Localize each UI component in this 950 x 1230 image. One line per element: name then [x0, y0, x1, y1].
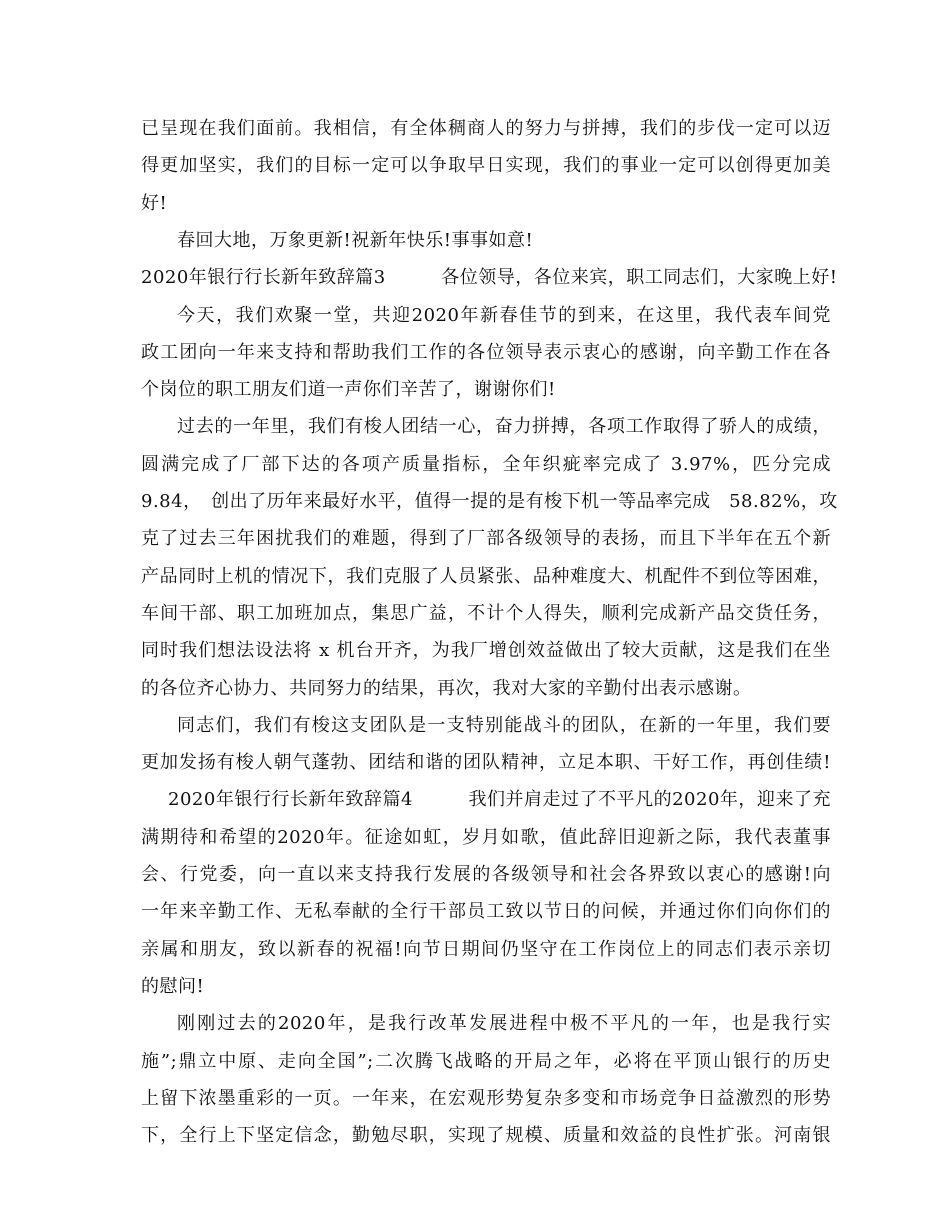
- text-line: 产品同时上机的情况下，我们克服了人员紧张、品种难度大、机配件不到位等困难，: [141, 565, 831, 587]
- text-line: 政工团向一年来支持和帮助我们工作的各位领导表示衷心的感谢，向辛勤工作在各: [141, 341, 831, 363]
- text-line: 同时我们想法设法将 x 机台开齐，为我厂增创效益做出了较大贡献，这是我们在坐: [141, 640, 831, 662]
- text-line: 一年来辛勤工作、无私奉献的全行干部员工致以节日的问候，并通过你们向你们的: [141, 901, 831, 923]
- text-line: 克了过去三年困扰我们的难题，得到了厂部各级领导的表扬，而且下半年在五个新: [141, 528, 831, 550]
- text-line: 施”;鼎立中原、走向全国”;二次腾飞战略的开局之年，必将在平顶山银行的历史: [141, 1050, 831, 1072]
- text-line: 更加发扬有梭人朝气蓬勃、团结和谐的团队精神，立足本职、干好工作，再创佳绩!: [141, 752, 831, 774]
- text-line: 亲属和朋友，致以新春的祝福!向节日期间仍坚守在工作岗位上的同志们表示亲切: [141, 938, 831, 960]
- text-line: 圆满完成了厂部下达的各项产质量指标，全年织疵率完成了 3.97%，匹分完成: [141, 453, 831, 475]
- text-line: 的各位齐心协力、共同努力的结果，再次，我对大家的辛勤付出表示感谢。: [141, 677, 752, 699]
- text-line: 过去的一年里，我们有梭人团结一心，奋力拼搏，各项工作取得了骄人的成绩，: [177, 416, 831, 438]
- text-line: 同志们，我们有梭这支团队是一支特别能战斗的团队，在新的一年里，我们要: [177, 714, 831, 736]
- text-line: 春回大地，万象更新!祝新年快乐!事事如意!: [177, 229, 534, 251]
- text-line: 下，全行上下坚定信念，勤勉尽职，实现了规模、质量和效益的良性扩张。河南银: [141, 1125, 831, 1147]
- text-line: 刚刚过去的2020年，是我行改革发展进程中极不平凡的一年，也是我行实: [177, 1013, 831, 1035]
- text-line: 好!: [141, 192, 168, 214]
- text-line: 9.84， 创出了历年来最好水平，值得一提的是有梭下机一等品率完成 58.82%，攻: [141, 491, 838, 512]
- text-line: 的慰问!: [141, 975, 205, 997]
- text-line: 得更加坚实，我们的目标一定可以争取早日实现，我们的事业一定可以创得更加美: [141, 155, 831, 177]
- text-line: 今天，我们欢聚一堂，共迎2020年新春佳节的到来，在这里，我代表车间党: [177, 304, 831, 326]
- text-line: 上留下浓墨重彩的一页。一年来，在宏观形势复杂多变和市场竞争日益激烈的形势: [141, 1087, 831, 1109]
- text-line: 2020年银行行长新年致辞篇3 各位领导，各位来宾，职工同志们，大家晚上好!: [141, 267, 838, 289]
- text-line: 个岗位的职工朋友们道一声你们辛苦了，谢谢你们!: [141, 379, 556, 401]
- text-line: 会、行党委，向一直以来支持我行发展的各级领导和社会各界致以衷心的感谢!向: [141, 864, 831, 885]
- text-line: 已呈现在我们面前。我相信，有全体稠商人的努力与拼搏，我们的步伐一定可以迈: [141, 118, 831, 139]
- text-line: 2020年银行行长新年致辞篇4 我们并肩走过了不平凡的2020年，迎来了充: [168, 789, 831, 811]
- text-line: 车间干部、职工加班加点，集思广益，不计个人得失，顺利完成新产品交货任务，: [141, 602, 831, 624]
- text-line: 满期待和希望的2020年。征途如虹，岁月如歌，值此辞旧迎新之际，我代表董事: [141, 826, 831, 848]
